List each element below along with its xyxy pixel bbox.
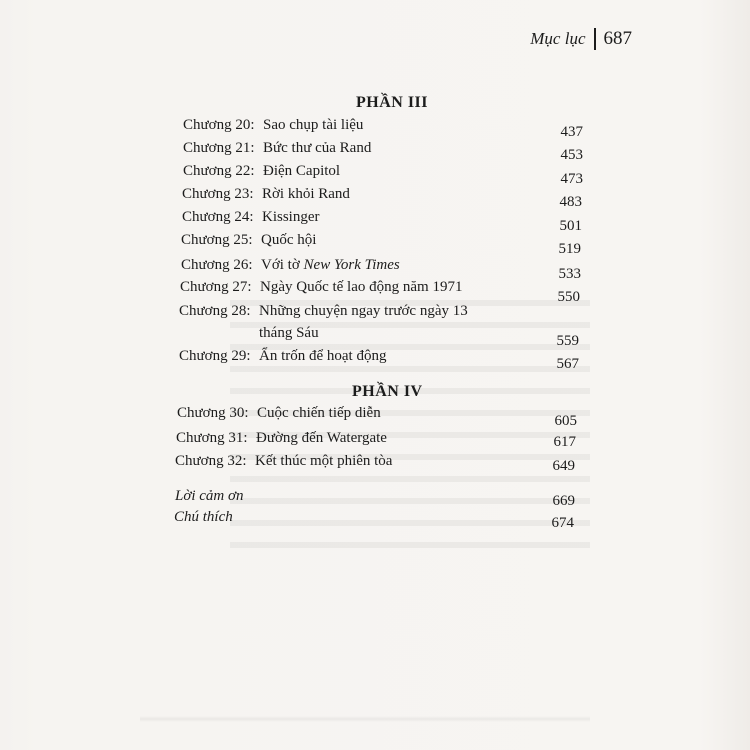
toc-chapter-title: Những chuyện ngay trước ngày 13 [259,303,468,319]
toc-page-number: 559 [556,333,579,349]
toc-page-number: 669 [552,493,575,509]
toc-chapter-label: Chương 20: [183,117,255,133]
toc-backmatter-title: Lời cảm ơn [175,488,244,504]
toc-chapter-label: Chương 26: [181,257,253,273]
running-head [530,28,632,50]
toc-chapter-label: Chương 22: [183,163,255,179]
toc-title-italic: New York Times [303,257,400,273]
toc-page-number: 567 [556,356,579,372]
toc-chapter-label: Chương 25: [181,232,253,248]
toc-chapter-title: Bức thư của Rand [263,140,372,156]
toc-page-number: 649 [552,458,575,474]
toc-page-number: 483 [559,194,582,210]
part-title-4: PHẦN IV [352,383,423,400]
toc-chapter-label: Chương 30: [177,405,249,421]
toc-chapter-title: Rời khỏi Rand [262,186,350,202]
toc-page-number: 473 [560,171,583,187]
toc-chapter-title: Kết thúc một phiên tòa [255,453,393,469]
toc-page-number: 605 [554,413,577,429]
toc-chapter-label: Chương 21: [183,140,255,156]
running-head-title: Mục lục [530,29,586,48]
toc-chapter-title: Đường đến Watergate [256,430,387,446]
toc-chapter-label: Chương 27: [180,279,252,295]
running-head-divider [594,28,596,50]
toc-chapter-label: Chương 31: [176,430,248,446]
toc-chapter-title: Sao chụp tài liệu [263,117,364,133]
toc-backmatter-title: Chú thích [174,509,233,525]
toc-chapter-label: Chương 32: [175,453,247,469]
toc-chapter-title: Cuộc chiến tiếp diễn [257,405,381,421]
toc-page-number: 674 [551,515,574,531]
toc-page-number: 437 [560,124,583,140]
toc-chapter-label: Chương 28: [179,303,251,319]
toc-page-number: 453 [560,147,583,163]
toc-chapter-title: Ẩn trốn để hoạt động [259,348,387,364]
toc-chapter-title [261,256,400,274]
part-title-3: PHẦN III [356,94,429,111]
page-edge-shadow [140,716,590,722]
toc-page-number: 519 [558,241,581,257]
toc-page-number: 617 [553,434,576,450]
toc-entry-ch28 [179,302,579,349]
toc-page-number: 550 [557,289,580,305]
toc-page-number: 501 [559,218,582,234]
toc-chapter-title: Kissinger [262,209,320,225]
toc-chapter-label: Chương 23: [182,186,254,202]
toc-chapter-label: Chương 24: [182,209,254,225]
toc-chapter-title: Quốc hội [261,232,317,248]
toc-chapter-title: Ngày Quốc tế lao động năm 1971 [260,279,463,295]
running-head-page-number: 687 [603,28,632,49]
toc-chapter-title: Điện Capitol [263,163,341,179]
toc-chapter-label: Chương 29: [179,348,251,364]
toc-page-number: 533 [558,266,581,282]
toc-title-prefix: Với tờ [261,257,304,273]
toc-chapter-title-cont: tháng Sáu [259,325,319,341]
